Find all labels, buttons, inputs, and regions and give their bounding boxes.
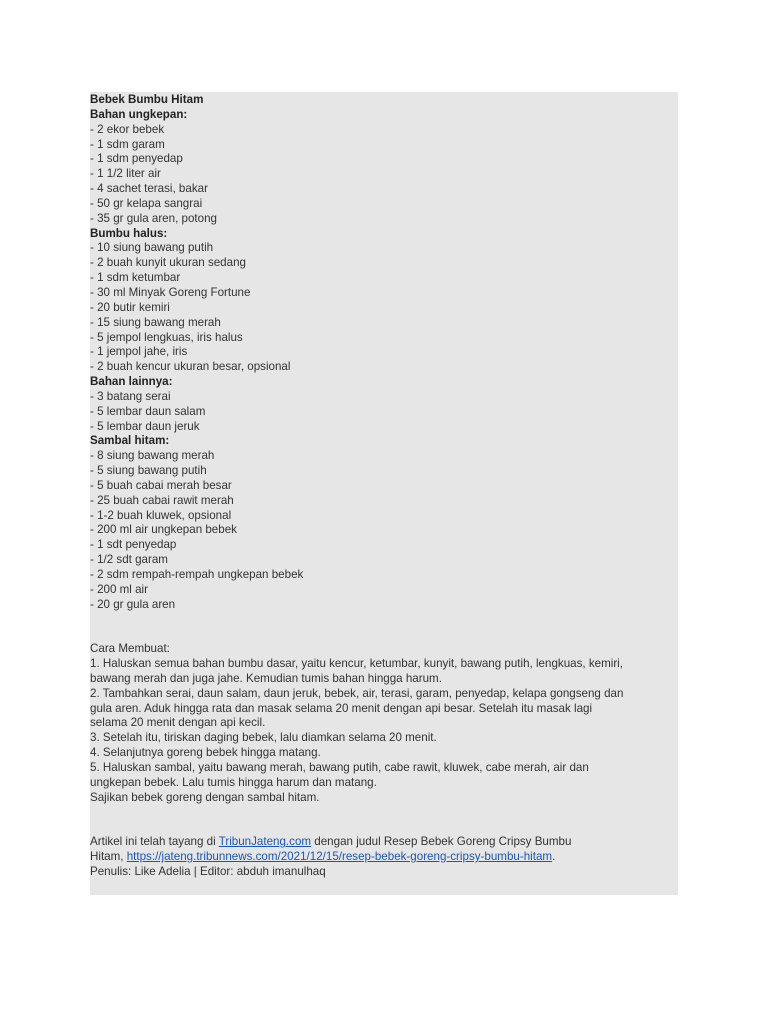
ingredient-item: - 5 siung bawang putih (90, 464, 207, 478)
ingredient-item: - 15 siung bawang merah (90, 315, 221, 329)
ingredient-item: - 1 sdm ketumbar (90, 271, 181, 285)
section-heading-bumbu-halus: Bumbu halus: (90, 226, 168, 240)
instructions-heading: Cara Membuat: (90, 642, 170, 656)
ingredient-item: - 1/2 sdt garam (90, 553, 168, 567)
attribution-end: . (552, 850, 556, 864)
instruction-line: 4. Selanjutnya goreng bebek hingga matang. (90, 746, 321, 760)
ingredient-item: - 8 siung bawang merah (90, 449, 215, 463)
attribution-title-tail: Hitam, (90, 850, 127, 864)
ingredient-item: - 1 jempol jahe, iris (90, 345, 188, 359)
recipe-title: Bebek Bumbu Hitam (90, 93, 204, 106)
instruction-line: 1. Haluskan semua bahan bumbu dasar, yaitu kencur, ketumbar, kunyit, bawang putih, lengkuas, kemiri, (90, 657, 623, 671)
attribution-line-1 (90, 835, 678, 850)
spacer (90, 820, 678, 835)
ingredient-item: - 200 ml air ungkepan bebek (90, 523, 237, 537)
ingredient-item: - 1 sdt penyedap (90, 538, 177, 552)
instruction-line: selama 20 menit dengan api kecil. (90, 716, 266, 730)
ingredient-item: - 5 lembar daun jeruk (90, 419, 200, 433)
section-heading-bahan-ungkepan: Bahan ungkepan: (90, 107, 188, 121)
instruction-line: 5. Haluskan sambal, yaitu bawang merah, bawang putih, cabe rawit, kluwek, cabe merah, air dan (90, 760, 589, 774)
spacer (90, 627, 678, 642)
instruction-line: bawang merah dan juga jahe. Kemudian tumis bahan hingga harum. (90, 671, 442, 685)
ingredient-item: - 200 ml air (90, 582, 148, 596)
ingredient-item: - 25 buah cabai rawit merah (90, 493, 234, 507)
attribution-intro: Artikel ini telah tayang di (90, 835, 219, 849)
recipe-text-block (90, 92, 678, 895)
ingredient-item: - 1-2 buah kluwek, opsional (90, 508, 232, 522)
ingredient-item: - 1 1/2 liter air (90, 167, 161, 181)
ingredient-item: - 5 lembar daun salam (90, 404, 206, 418)
section-heading-bahan-lainnya: Bahan lainnya: (90, 375, 173, 389)
attribution-title: dengan judul Resep Bebek Goreng Cripsy Bumbu (311, 835, 572, 849)
instruction-line: ungkepan bebek. Lalu tumis hingga harum dan matang. (90, 775, 377, 789)
ingredient-item: - 4 sachet terasi, bakar (90, 182, 208, 196)
attribution-line-2 (90, 850, 678, 865)
ingredient-item: - 2 sdm rempah-rempah ungkepan bebek (90, 568, 304, 581)
author-credits: Penulis: Like Adelia | Editor: abduh imanulhaq (90, 864, 326, 878)
instruction-line: gula aren. Aduk hingga rata dan masak selama 20 menit dengan api besar. Setelah itu masak lagi (90, 701, 593, 715)
ingredient-item: - 5 buah cabai merah besar (90, 478, 232, 492)
instruction-line: 2. Tambahkan serai, daun salam, daun jeruk, bebek, air, terasi, garam, penyedap, kelapa gongseng dan (90, 686, 624, 700)
ingredient-item: - 1 sdm penyedap (90, 152, 183, 166)
ingredient-item: - 2 buah kunyit ukuran sedang (90, 256, 246, 270)
instruction-line: Sajikan bebek goreng dengan sambal hitam. (90, 790, 320, 804)
ingredient-item: - 3 batang serai (90, 389, 171, 403)
ingredient-item: - 1 sdm garam (90, 137, 165, 151)
ingredient-item: - 20 butir kemiri (90, 300, 170, 314)
ingredient-item: - 50 gr kelapa sangrai (90, 196, 203, 210)
section-heading-sambal-hitam: Sambal hitam: (90, 434, 170, 448)
ingredient-item: - 5 jempol lengkuas, iris halus (90, 330, 243, 344)
spacer (90, 806, 678, 821)
ingredient-item: - 10 siung bawang putih (90, 241, 214, 255)
tribunjateng-link[interactable]: TribunJateng.com (218, 835, 312, 849)
ingredient-item: - 20 gr gula aren (90, 597, 176, 611)
article-url-link[interactable]: https://jateng.tribunnews.com/2021/12/15/resep-bebek-goreng-cripsy-bumbu-hitam (126, 850, 553, 864)
ingredient-item: - 35 gr gula aren, potong (90, 211, 217, 225)
ingredient-item: - 30 ml Minyak Goreng Fortune (90, 285, 251, 299)
ingredient-item: - 2 ekor bebek (90, 122, 165, 136)
ingredient-item: - 2 buah kencur ukuran besar, opsional (90, 360, 291, 374)
instruction-line: 3. Setelah itu, tiriskan daging bebek, lalu diamkan selama 20 menit. (90, 731, 437, 745)
spacer (90, 613, 678, 628)
